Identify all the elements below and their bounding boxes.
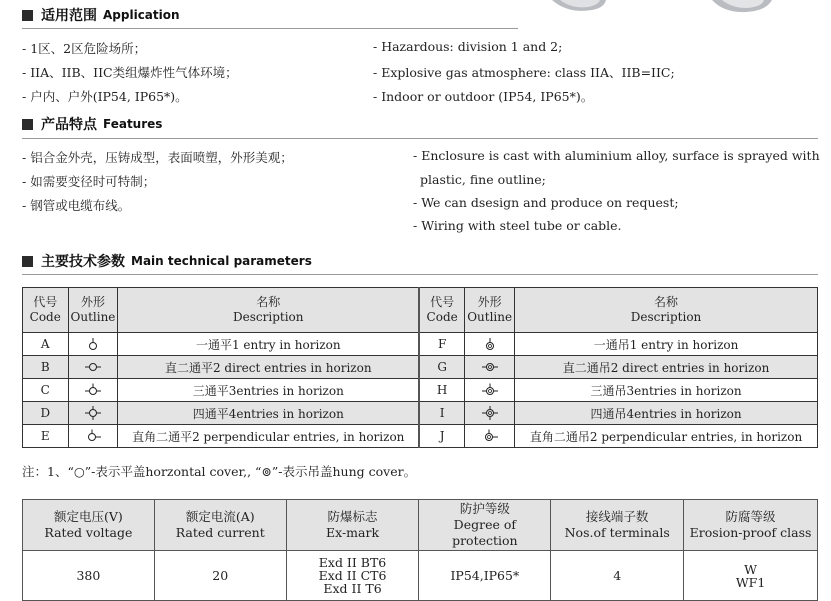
params-heading (22, 252, 312, 270)
one-entry-horizontal-icon (84, 337, 102, 351)
section-divider (22, 274, 818, 275)
features-zh-line: - 钢管或电缆布线。 (22, 198, 131, 213)
description-cell: 直角二通平2 perpendicular entries, in horizon (118, 425, 419, 448)
application-en-line: - Explosive gas atmosphere: class IIA、IIB=IIC; (373, 65, 675, 80)
section-divider (22, 138, 818, 139)
code-cell: J (419, 425, 465, 448)
one-entry-hung-icon (481, 337, 499, 351)
code-cell: E (23, 425, 69, 448)
square-bullet-icon (22, 10, 33, 21)
protection-value: IP54,IP65* (419, 551, 551, 601)
header-degree-of-protection: 防护等级 Degree of protection (419, 500, 551, 551)
square-bullet-icon (22, 256, 33, 267)
outline-cell (465, 425, 515, 448)
section-divider (22, 28, 518, 29)
application-title-zh: 适用范围 (41, 8, 97, 24)
features-en-line: - Enclosure is cast with aluminium alloy, surface is sprayed with (413, 148, 820, 163)
header-description: 名称 Description (515, 288, 818, 333)
description-cell: 直二通平2 direct entries in horizon (118, 356, 419, 379)
header-erosion-proof: 防腐等级 Erosion-proof class (684, 500, 818, 551)
code-cell: A (23, 333, 69, 356)
table-row (23, 551, 818, 601)
ratings-table (22, 499, 818, 601)
code-cell: I (419, 402, 465, 425)
header-outline: 外形 Outline (465, 288, 515, 333)
outline-cell (68, 402, 118, 425)
features-title-en: Features (103, 117, 163, 131)
code-cell: C (23, 379, 69, 402)
header-outline: 外形 Outline (68, 288, 118, 333)
four-entries-hung-icon (481, 406, 499, 420)
erosion-proof-value: W WF1 (684, 551, 818, 601)
application-zh-line: - 户内、户外(IP54, IP65*)。 (22, 89, 188, 104)
terminals-value: 4 (551, 551, 684, 601)
features-zh-line: - 铝合金外壳，压铸成型，表面喷塑，外形美观； (22, 150, 293, 165)
two-entries-direct-horizontal-icon (84, 360, 102, 374)
description-cell: 直二通吊2 direct entries in horizon (515, 356, 818, 379)
ex-mark-value: Exd II BT6 Exd II CT6 Exd II T6 (286, 551, 419, 601)
application-en-line: - Indoor or outdoor (IP54, IP65*)。 (373, 89, 594, 104)
three-entries-horizontal-icon (84, 383, 102, 397)
features-zh-line: - 如需要变径时可特制； (22, 174, 156, 189)
description-cell: 直角二通吊2 perpendicular entries, in horizon (515, 425, 818, 448)
header-code: 代号 Code (419, 288, 465, 333)
features-title-zh: 产品特点 (41, 117, 97, 133)
description-cell: 四通吊4entries in horizon (515, 402, 818, 425)
product-photo-partial (548, 0, 608, 14)
rated-voltage-value: 380 (23, 551, 155, 601)
application-zh-line: - IIA、IIB、IIC类组爆炸性气体环境； (22, 65, 238, 80)
product-photo-partial-2 (706, 0, 776, 14)
description-cell: 一通吊1 entry in horizon (515, 333, 818, 356)
header-rated-voltage: 额定电压(V) Rated voltage (23, 500, 155, 551)
outline-cell (68, 425, 118, 448)
application-heading (22, 6, 180, 24)
table-row (23, 425, 818, 448)
outline-cell (465, 333, 515, 356)
outline-cell (465, 356, 515, 379)
table-row (23, 356, 818, 379)
code-cell: G (419, 356, 465, 379)
table-row (23, 402, 818, 425)
description-cell: 三通平3entries in horizon (118, 379, 419, 402)
description-cell: 三通吊3entries in horizon (515, 379, 818, 402)
table-row (23, 379, 818, 402)
features-en-line: - We can dsesign and produce on request; (413, 195, 679, 210)
params-title-zh: 主要技术参数 (41, 254, 125, 270)
application-title-en: Application (103, 8, 180, 22)
cover-note: 注：1、“○”-表示平盖horzontal cover,, “⊚”-表示吊盖hung cover。 (22, 464, 417, 479)
code-cell: F (419, 333, 465, 356)
table-row (23, 333, 818, 356)
description-cell: 四通平4entries in horizon (118, 402, 419, 425)
code-cell: B (23, 356, 69, 379)
four-entries-horizontal-icon (84, 406, 102, 420)
outline-cell (68, 379, 118, 402)
features-heading (22, 115, 162, 133)
params-table (22, 287, 818, 448)
code-cell: H (419, 379, 465, 402)
features-en-line: plastic, fine outline; (420, 172, 546, 187)
header-rated-current: 额定电流(A) Rated current (154, 500, 286, 551)
application-zh-line: - 1区、2区危险场所； (22, 41, 147, 56)
code-cell: D (23, 402, 69, 425)
outline-cell (68, 333, 118, 356)
three-entries-hung-icon (481, 383, 499, 397)
description-cell: 一通平1 entry in horizon (118, 333, 419, 356)
features-en-line: - Wiring with steel tube or cable. (413, 218, 622, 233)
header-description: 名称 Description (118, 288, 419, 333)
outline-cell (465, 379, 515, 402)
two-entries-perpendicular-hung-icon (481, 429, 499, 443)
params-title-en: Main technical parameters (131, 254, 312, 268)
header-ex-mark: 防爆标志 Ex-mark (286, 500, 419, 551)
rated-current-value: 20 (154, 551, 286, 601)
outline-cell (68, 356, 118, 379)
outline-cell (465, 402, 515, 425)
header-code: 代号 Code (23, 288, 69, 333)
two-entries-direct-hung-icon (481, 360, 499, 374)
header-terminals: 接线端子数 Nos.of terminals (551, 500, 684, 551)
square-bullet-icon (22, 119, 33, 130)
two-entries-perpendicular-horizontal-icon (84, 429, 102, 443)
application-en-line: - Hazardous: division 1 and 2; (373, 39, 563, 54)
